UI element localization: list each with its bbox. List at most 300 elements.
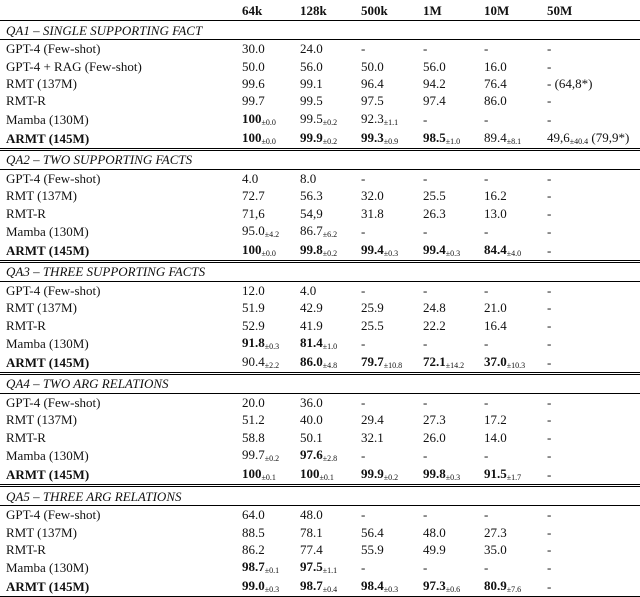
cell-value: 27.3	[423, 412, 446, 428]
cell-value: -	[484, 335, 489, 351]
value-cell	[294, 57, 355, 74]
cell-value: 56.0	[423, 58, 446, 74]
value-cell	[541, 523, 640, 540]
cell-error: ±0.4	[322, 585, 338, 595]
value-cell	[417, 446, 478, 465]
cell-value: -	[423, 507, 428, 523]
value-cell	[355, 92, 417, 109]
model-name: ARMT (145M)	[6, 467, 90, 483]
cell-value: 100	[242, 241, 262, 257]
cell-error: ±4.0	[506, 248, 522, 258]
value-cell	[541, 110, 640, 129]
cell-value: -	[484, 170, 489, 186]
cell-value: -	[361, 170, 366, 186]
value-cell	[236, 241, 294, 262]
cell-value: 56.4	[361, 524, 384, 540]
value-cell	[478, 241, 541, 262]
cell-error: ±8.1	[506, 136, 522, 146]
cell-error: ±0.2	[322, 248, 338, 258]
value-cell	[541, 129, 640, 150]
cell-value: -	[547, 448, 552, 464]
cell-error: ±0.2	[264, 454, 280, 464]
cell-value: 24.0	[300, 41, 323, 57]
section-header-row	[0, 373, 640, 393]
value-cell	[236, 57, 294, 74]
cell-value: 22.2	[423, 317, 446, 333]
cell-error: ±2.8	[322, 454, 338, 464]
value-cell	[236, 317, 294, 334]
value-cell	[417, 523, 478, 540]
cell-value: 100	[242, 466, 262, 482]
model-name: RMT (137M)	[6, 75, 77, 91]
cell-value: 86.2	[242, 542, 265, 558]
value-cell	[236, 541, 294, 558]
value-cell	[478, 281, 541, 299]
value-cell	[541, 169, 640, 187]
cell-value: 84.4	[484, 241, 507, 257]
cell-value: 56.3	[300, 188, 323, 204]
value-cell	[478, 92, 541, 109]
value-cell	[417, 110, 478, 129]
cell-value: 99.7	[242, 93, 265, 109]
value-cell	[236, 334, 294, 353]
cell-value: 16.0	[484, 58, 507, 74]
value-cell	[294, 169, 355, 187]
cell-value: 49.9	[423, 542, 446, 558]
cell-value: 13.0	[484, 205, 507, 221]
value-cell	[236, 446, 294, 465]
value-cell	[355, 299, 417, 316]
value-cell	[478, 317, 541, 334]
value-cell	[355, 558, 417, 577]
cell-value: -	[423, 282, 428, 298]
cell-value: 50.0	[242, 58, 265, 74]
cell-value: 80.9	[484, 578, 507, 594]
cell-value: 98.5	[423, 129, 446, 145]
cell-value: 99.8	[423, 466, 446, 482]
value-cell	[478, 57, 541, 74]
table-row	[0, 446, 640, 465]
value-cell	[417, 169, 478, 187]
value-cell	[417, 92, 478, 109]
cell-value: 99.9	[361, 466, 384, 482]
value-cell	[236, 577, 294, 597]
value-cell	[355, 57, 417, 74]
value-cell	[417, 281, 478, 299]
value-cell	[355, 40, 417, 58]
cell-value: -	[547, 524, 552, 540]
table-row	[0, 506, 640, 524]
value-cell	[355, 129, 417, 150]
value-cell	[236, 353, 294, 374]
cell-value: 64.0	[242, 507, 265, 523]
value-cell	[417, 187, 478, 204]
table-row	[0, 523, 640, 540]
value-cell	[541, 334, 640, 353]
cell-value: -	[547, 429, 552, 445]
value-cell	[541, 465, 640, 486]
value-cell	[478, 465, 541, 486]
cell-error: ±0.1	[264, 566, 280, 576]
cell-value: 24.8	[423, 300, 446, 316]
column-header: 10M	[478, 0, 541, 21]
cell-value: -	[547, 242, 552, 258]
model-name: ARMT (145M)	[0, 577, 236, 597]
value-cell	[417, 204, 478, 221]
cell-value: 99.5	[300, 110, 323, 126]
cell-value: -	[547, 560, 552, 576]
cell-value: -	[423, 448, 428, 464]
value-cell	[478, 506, 541, 524]
cell-value: -	[547, 223, 552, 239]
model-name: Mamba (130M)	[6, 448, 89, 464]
value-cell	[478, 75, 541, 92]
value-cell	[478, 40, 541, 58]
model-name: GPT-4 (Few-shot)	[6, 41, 101, 57]
cell-value: 21.0	[484, 300, 507, 316]
cell-value: 97.5	[300, 559, 323, 575]
cell-error: ±0.3	[264, 341, 280, 351]
table-row	[0, 429, 640, 446]
cell-value: -	[547, 395, 552, 411]
section-title: QA4 – TWO ARG RELATIONS	[0, 373, 640, 393]
value-cell	[236, 506, 294, 524]
cell-value: 99.7	[242, 447, 265, 463]
value-cell	[417, 57, 478, 74]
value-cell	[478, 411, 541, 428]
cell-value: -	[547, 188, 552, 204]
cell-value: 32.1	[361, 429, 384, 445]
value-cell	[541, 187, 640, 204]
value-cell	[541, 506, 640, 524]
cell-value: 50.0	[361, 58, 384, 74]
value-cell	[355, 241, 417, 262]
cell-value: 76.4	[484, 75, 507, 91]
value-cell	[478, 129, 541, 150]
cell-value: -	[361, 560, 366, 576]
cell-value: -	[484, 507, 489, 523]
column-header: 64k	[236, 0, 294, 21]
cell-value: -	[361, 395, 366, 411]
value-cell	[294, 577, 355, 597]
value-cell	[355, 222, 417, 241]
value-cell	[541, 429, 640, 446]
value-cell	[294, 92, 355, 109]
cell-value: 72.1	[423, 353, 446, 369]
value-cell	[417, 429, 478, 446]
cell-value: 35.0	[484, 542, 507, 558]
value-cell	[294, 281, 355, 299]
value-cell	[355, 187, 417, 204]
cell-value: 99.4	[361, 241, 384, 257]
value-cell	[355, 281, 417, 299]
table-row	[0, 204, 640, 221]
value-cell	[417, 393, 478, 411]
cell-error: ±0.0	[261, 248, 276, 258]
cell-error: ±6.2	[322, 229, 338, 239]
cell-value: 97.6	[300, 447, 323, 463]
column-header: 500k	[355, 0, 417, 21]
cell-value: 100	[242, 129, 262, 145]
value-cell	[355, 577, 417, 597]
value-cell	[236, 429, 294, 446]
column-header	[0, 0, 236, 21]
column-header: 128k	[294, 0, 355, 21]
cell-value: -	[547, 58, 552, 74]
value-cell	[236, 558, 294, 577]
cell-value: 16.2	[484, 188, 507, 204]
column-header: 50M	[541, 0, 640, 21]
cell-value: 29.4	[361, 412, 384, 428]
section-header-row	[0, 261, 640, 281]
model-name: GPT-4 (Few-shot)	[6, 282, 101, 298]
cell-error: ±1.1	[322, 566, 338, 576]
table-row	[0, 541, 640, 558]
cell-value: -	[423, 111, 428, 127]
cell-error: ±4.8	[322, 360, 338, 370]
value-cell	[294, 129, 355, 150]
cell-value: 97.5	[361, 93, 384, 109]
section-header-row	[0, 21, 640, 40]
cell-value: 52.9	[242, 317, 265, 333]
model-name: Mamba (130M)	[6, 223, 89, 239]
value-cell	[236, 129, 294, 150]
table-row	[0, 169, 640, 187]
cell-value: -	[484, 560, 489, 576]
cell-error: ±1.0	[445, 136, 461, 146]
table-row	[0, 187, 640, 204]
value-cell	[294, 110, 355, 129]
value-cell	[294, 204, 355, 221]
model-name: GPT-4 (Few-shot)	[6, 507, 101, 523]
value-cell	[478, 558, 541, 577]
value-cell	[417, 317, 478, 334]
value-cell	[294, 523, 355, 540]
table-row	[0, 558, 640, 577]
section-title: QA3 – THREE SUPPORTING FACTS	[0, 261, 640, 281]
value-cell	[417, 506, 478, 524]
cell-error: ±0.2	[322, 136, 338, 146]
value-cell	[541, 204, 640, 221]
value-cell	[541, 281, 640, 299]
value-cell	[294, 187, 355, 204]
value-cell	[417, 222, 478, 241]
cell-value: 99.0	[242, 578, 265, 594]
value-cell	[478, 187, 541, 204]
cell-value: 41.9	[300, 317, 323, 333]
cell-error: ±14.2	[445, 360, 465, 370]
value-cell	[355, 411, 417, 428]
value-cell	[541, 241, 640, 262]
table-row	[0, 317, 640, 334]
value-cell	[294, 541, 355, 558]
model-name: RMT (137M)	[6, 412, 77, 428]
cell-value: -	[361, 41, 366, 57]
model-name: RMT-R	[6, 542, 46, 558]
column-header: 1M	[417, 0, 478, 21]
section-header-row	[0, 149, 640, 169]
cell-value: -	[423, 335, 428, 351]
value-cell	[417, 241, 478, 262]
cell-value: 25.5	[423, 188, 446, 204]
value-cell	[236, 411, 294, 428]
value-cell	[294, 334, 355, 353]
cell-value: -	[361, 335, 366, 351]
model-name: GPT-4 (Few-shot)	[6, 170, 101, 186]
table-row	[0, 411, 640, 428]
cell-value: -	[547, 300, 552, 316]
cell-value: 71,6	[242, 205, 265, 221]
cell-value: 32.0	[361, 188, 384, 204]
cell-value: 91.5	[484, 466, 507, 482]
cell-value: - (64,8*)	[547, 75, 593, 91]
cell-value: 20.0	[242, 395, 265, 411]
cell-error: ±40.4	[569, 136, 589, 146]
value-cell	[355, 204, 417, 221]
cell-error: ±10.8	[383, 360, 403, 370]
cell-value: -	[423, 170, 428, 186]
cell-value: -	[547, 317, 552, 333]
value-cell	[236, 222, 294, 241]
value-cell	[478, 299, 541, 316]
cell-value: 97.4	[423, 93, 446, 109]
cell-error: ±0.3	[264, 585, 280, 595]
value-cell	[236, 204, 294, 221]
model-name: GPT-4 (Few-shot)	[6, 395, 101, 411]
cell-value: 89.4	[484, 129, 507, 145]
value-cell	[478, 541, 541, 558]
value-cell	[236, 75, 294, 92]
value-cell	[478, 222, 541, 241]
value-cell	[417, 129, 478, 150]
value-cell	[294, 299, 355, 316]
value-cell	[236, 40, 294, 58]
cell-value: 48.0	[423, 524, 446, 540]
cell-error: ±0.1	[319, 473, 334, 483]
value-cell	[478, 334, 541, 353]
value-cell	[236, 187, 294, 204]
value-cell	[541, 558, 640, 577]
cell-value: 98.4	[361, 578, 384, 594]
value-cell	[355, 541, 417, 558]
model-name: Mamba (130M)	[6, 560, 89, 576]
value-cell	[355, 523, 417, 540]
cell-value: -	[547, 282, 552, 298]
section-title: QA2 – TWO SUPPORTING FACTS	[0, 149, 640, 169]
cell-value: -	[547, 170, 552, 186]
cell-error: ±0.3	[445, 248, 461, 258]
model-name: GPT-4 + RAG (Few-shot)	[6, 58, 142, 74]
cell-value: -	[547, 467, 552, 483]
cell-value: -	[547, 579, 552, 595]
value-cell	[541, 393, 640, 411]
cell-value: 56.0	[300, 58, 323, 74]
cell-value: -	[361, 223, 366, 239]
table-row	[0, 222, 640, 241]
value-cell	[236, 299, 294, 316]
value-cell	[417, 40, 478, 58]
table-row	[0, 110, 640, 129]
value-cell	[355, 446, 417, 465]
cell-value: -	[547, 542, 552, 558]
cell-error: ±0.0	[261, 117, 276, 127]
cell-value: 51.2	[242, 412, 265, 428]
table-row	[0, 577, 640, 597]
cell-value: 27.3	[484, 524, 507, 540]
cell-error: ±7.6	[506, 585, 522, 595]
value-cell	[541, 317, 640, 334]
value-cell	[355, 169, 417, 187]
cell-value: 16.4	[484, 317, 507, 333]
value-cell	[355, 317, 417, 334]
cell-value: 79.7	[361, 353, 384, 369]
cell-value: 40.0	[300, 412, 323, 428]
value-cell	[294, 446, 355, 465]
cell-error: ±0.2	[322, 117, 338, 127]
cell-error: ±0.1	[261, 473, 276, 483]
header-row	[0, 0, 640, 21]
cell-value: 98.7	[242, 559, 265, 575]
value-cell	[417, 299, 478, 316]
cell-extra: (79,9*)	[588, 129, 630, 145]
value-cell	[417, 411, 478, 428]
section-header-row	[0, 486, 640, 506]
value-cell	[478, 353, 541, 374]
cell-value: -	[361, 282, 366, 298]
value-cell	[417, 541, 478, 558]
cell-value: 54,9	[300, 205, 323, 221]
cell-value: 88.5	[242, 524, 265, 540]
table-row	[0, 281, 640, 299]
cell-error: ±0.0	[261, 136, 276, 146]
cell-value: 4.0	[242, 170, 259, 186]
cell-error: ±1.7	[506, 473, 522, 483]
value-cell	[236, 169, 294, 187]
value-cell	[417, 577, 478, 597]
value-cell	[236, 92, 294, 109]
cell-value: -	[547, 205, 552, 221]
cell-value: 37.0	[484, 353, 507, 369]
value-cell	[417, 334, 478, 353]
model-name: ARMT (145M)	[6, 130, 90, 146]
cell-value: 36.0	[300, 395, 323, 411]
table-row	[0, 241, 640, 262]
value-cell	[294, 40, 355, 58]
cell-value: 25.5	[361, 317, 384, 333]
value-cell	[294, 353, 355, 374]
value-cell	[294, 75, 355, 92]
cell-value: 78.1	[300, 524, 323, 540]
value-cell	[541, 222, 640, 241]
value-cell	[541, 75, 640, 92]
model-name: RMT-R	[6, 429, 46, 445]
value-cell	[417, 75, 478, 92]
value-cell	[541, 57, 640, 74]
table-row	[0, 299, 640, 316]
model-name: RMT-R	[6, 317, 46, 333]
value-cell	[541, 40, 640, 58]
cell-value: 86.0	[300, 353, 323, 369]
cell-value: -	[547, 507, 552, 523]
section-title: QA5 – THREE ARG RELATIONS	[0, 486, 640, 506]
cell-value: 58.8	[242, 429, 265, 445]
value-cell	[355, 334, 417, 353]
cell-value: -	[547, 412, 552, 428]
cell-error: ±0.3	[445, 473, 461, 483]
table-row	[0, 334, 640, 353]
value-cell	[417, 465, 478, 486]
value-cell	[294, 506, 355, 524]
